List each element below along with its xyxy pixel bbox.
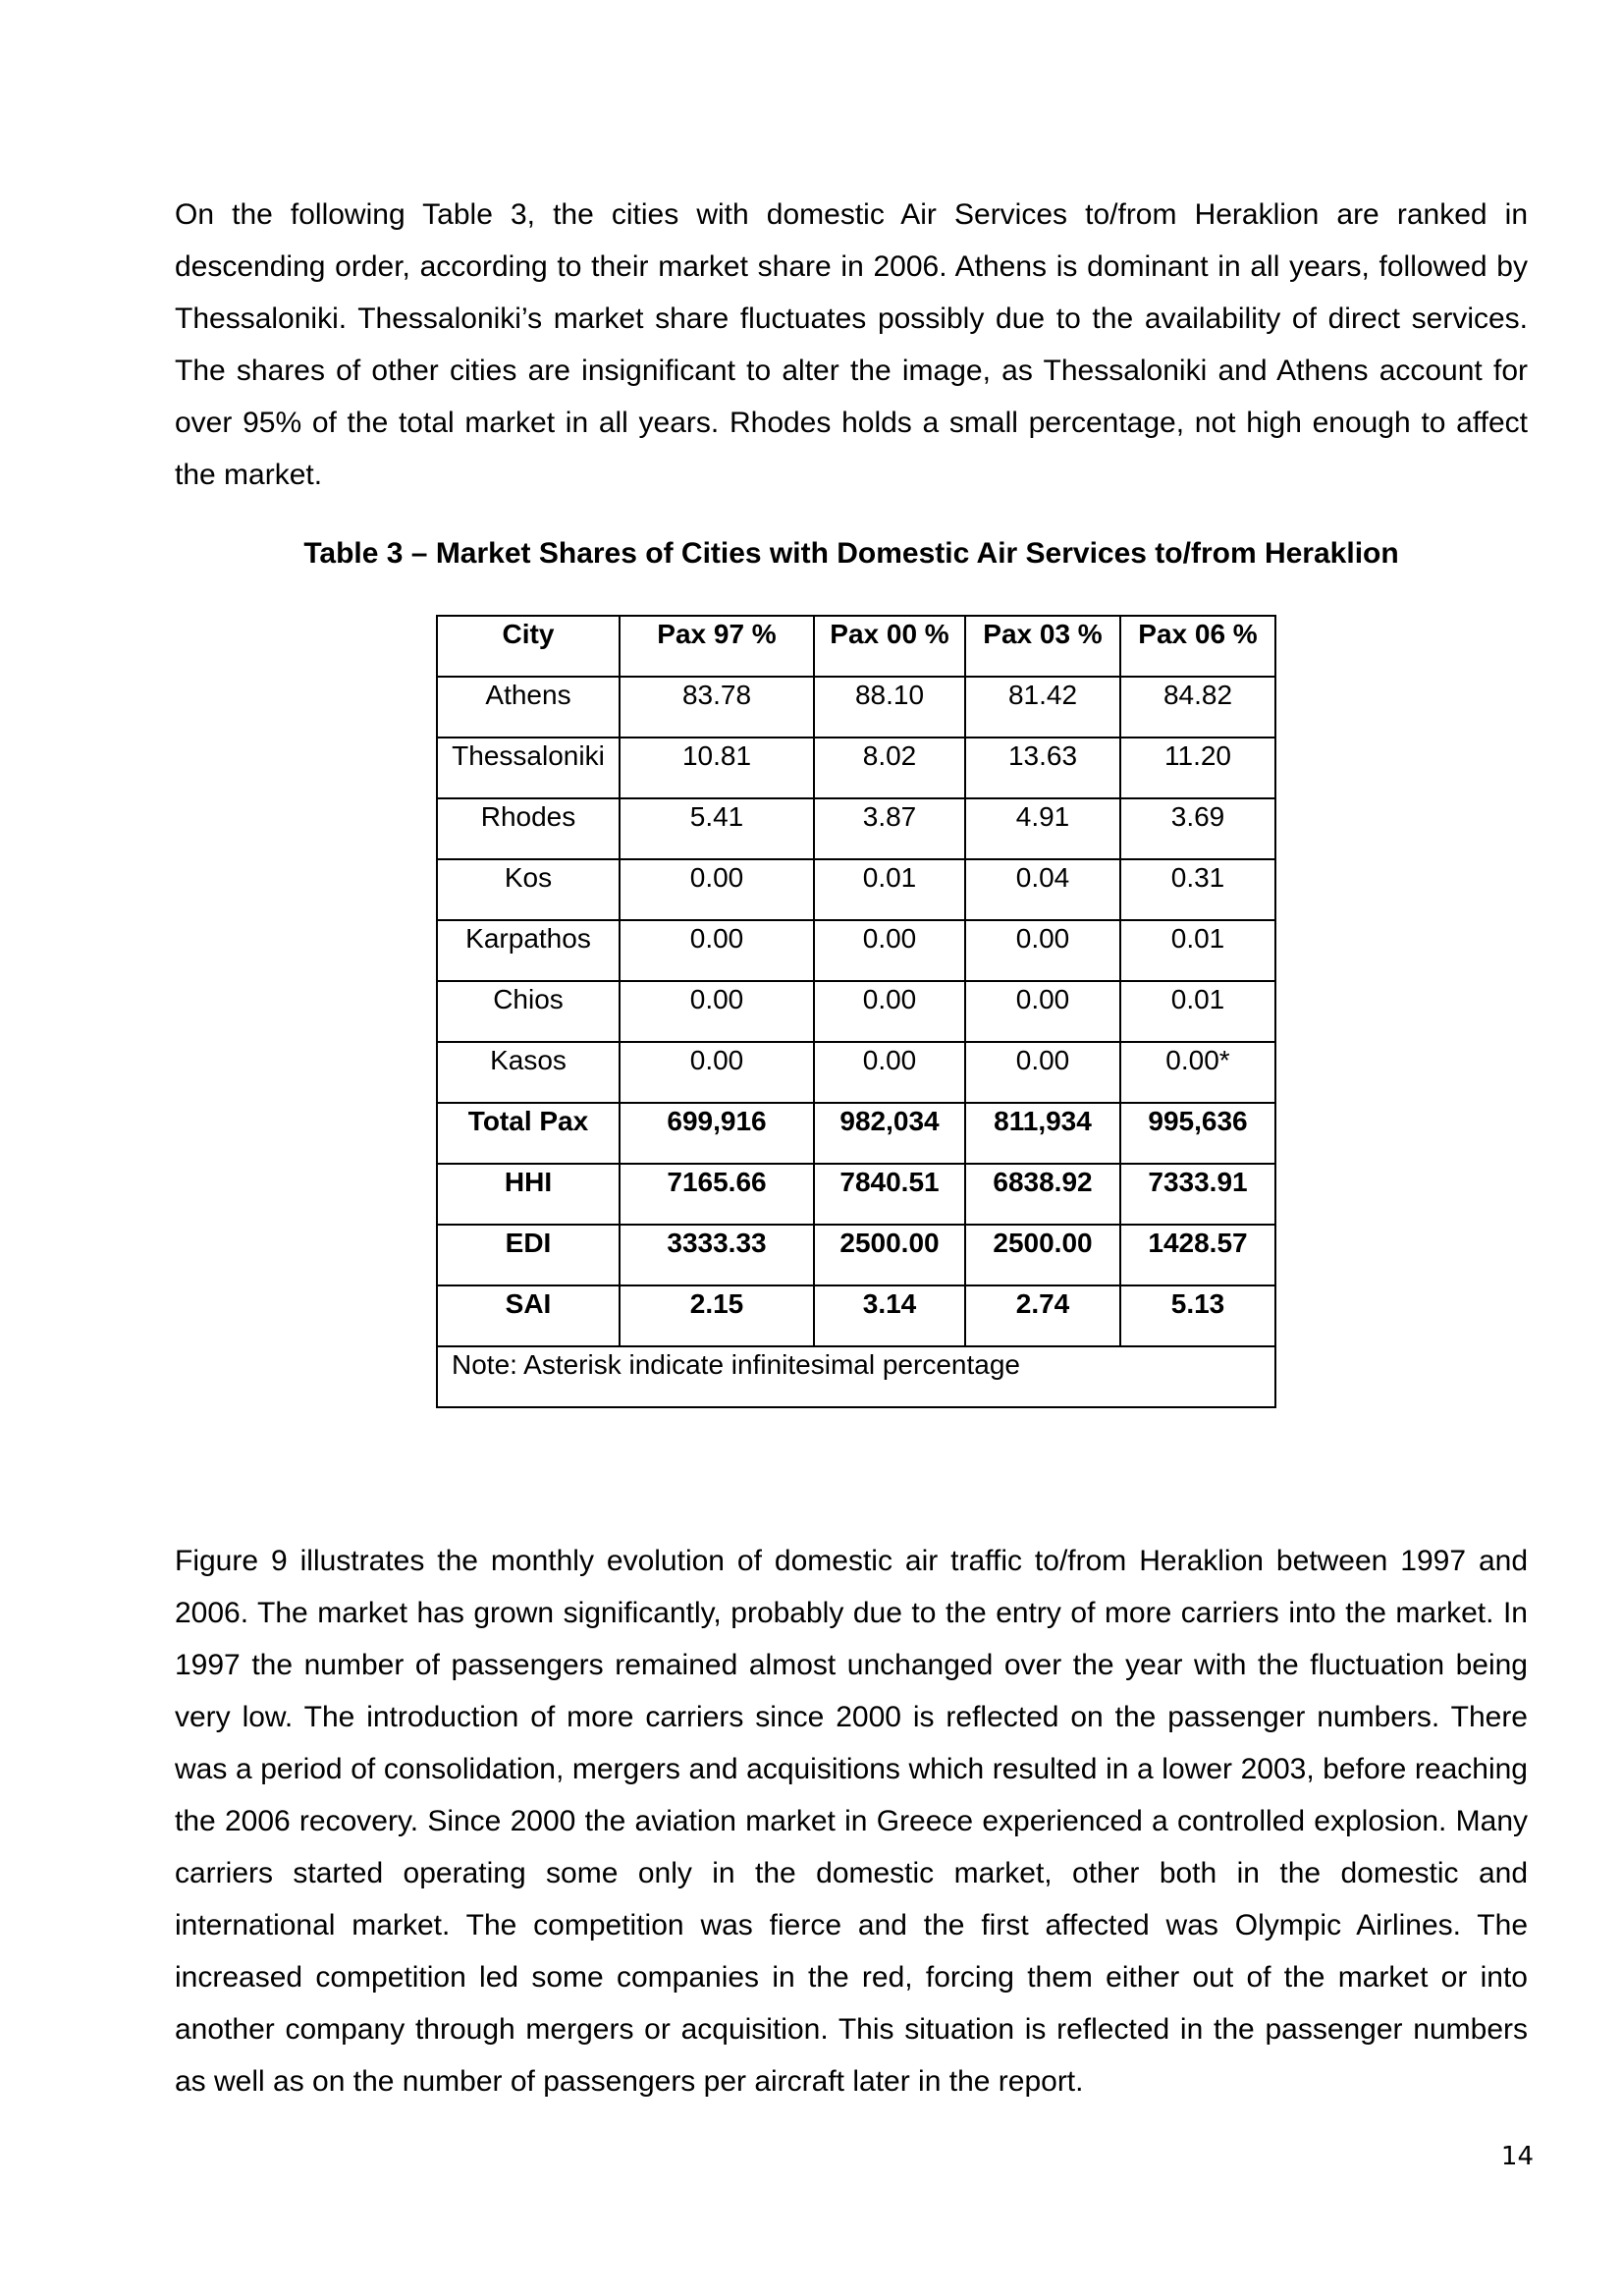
table-row — [437, 677, 1275, 738]
value-cell: 84.82 — [1120, 677, 1275, 738]
value-cell: 81.42 — [965, 677, 1120, 738]
value-cell: 0.01 — [1120, 920, 1275, 981]
value-cell: 8.02 — [814, 738, 965, 798]
summary-row-sai — [437, 1285, 1275, 1346]
value-cell: 0.00 — [620, 920, 814, 981]
city-cell: Kasos — [437, 1042, 620, 1103]
summary-label-cell: EDI — [437, 1225, 620, 1285]
value-cell: 4.91 — [965, 798, 1120, 859]
summary-value-cell: 2.15 — [620, 1285, 814, 1346]
table-caption: Table 3 – Market Shares of Cities with Domestic Air Services to/from Heraklion — [303, 537, 1399, 570]
value-cell: 0.00 — [814, 981, 965, 1042]
summary-value-cell: 5.13 — [1120, 1285, 1275, 1346]
value-cell: 0.00 — [814, 1042, 965, 1103]
value-cell: 5.41 — [620, 798, 814, 859]
value-cell: 0.00* — [1120, 1042, 1275, 1103]
summary-row-total-pax — [437, 1103, 1275, 1164]
value-cell: 0.00 — [965, 920, 1120, 981]
value-cell: 0.01 — [814, 859, 965, 920]
summary-value-cell: 6838.92 — [965, 1164, 1120, 1225]
summary-row-edi — [437, 1225, 1275, 1285]
summary-value-cell: 699,916 — [620, 1103, 814, 1164]
value-cell: 0.00 — [965, 1042, 1120, 1103]
table-row — [437, 1042, 1275, 1103]
value-cell: 0.00 — [620, 1042, 814, 1103]
summary-value-cell: 3.14 — [814, 1285, 965, 1346]
page-number: 14 — [1500, 2142, 1534, 2171]
table-row — [437, 738, 1275, 798]
column-header-pax00: Pax 00 % — [814, 616, 965, 677]
city-cell: Kos — [437, 859, 620, 920]
table-row — [437, 798, 1275, 859]
summary-value-cell: 1428.57 — [1120, 1225, 1275, 1285]
intro-paragraph: On the following Table 3, the cities with domestic Air Services to/from Heraklion are ranked in descending order, according to their market share in 2006. Athens is dominant in all years, followed by Thessaloniki. Thessaloniki’s market share fluctuates possibly due to the availability of direct services. The shares of other cities are insignificant to alter the image, as Thessaloniki and Athens account for over 95% of the total market in all years. Rhodes holds a small percentage, not high enough to affect the market. — [175, 198, 1528, 491]
summary-row-hhi — [437, 1164, 1275, 1225]
summary-value-cell: 811,934 — [965, 1103, 1120, 1164]
column-header-pax97: Pax 97 % — [620, 616, 814, 677]
table-note: Note: Asterisk indicate infinitesimal percentage — [437, 1346, 1275, 1407]
summary-label-cell: SAI — [437, 1285, 620, 1346]
value-cell: 0.00 — [620, 859, 814, 920]
value-cell: 3.87 — [814, 798, 965, 859]
column-header-pax03: Pax 03 % — [965, 616, 1120, 677]
table-row — [437, 859, 1275, 920]
summary-value-cell: 7333.91 — [1120, 1164, 1275, 1225]
column-header-pax06: Pax 06 % — [1120, 616, 1275, 677]
summary-label-cell: HHI — [437, 1164, 620, 1225]
summary-value-cell: 7840.51 — [814, 1164, 965, 1225]
summary-value-cell: 2.74 — [965, 1285, 1120, 1346]
summary-value-cell: 7165.66 — [620, 1164, 814, 1225]
table-note-row — [437, 1346, 1275, 1407]
city-cell: Rhodes — [437, 798, 620, 859]
summary-value-cell: 982,034 — [814, 1103, 965, 1164]
table-header-row — [437, 616, 1275, 677]
city-cell: Chios — [437, 981, 620, 1042]
summary-label-cell: Total Pax — [437, 1103, 620, 1164]
value-cell: 83.78 — [620, 677, 814, 738]
value-cell: 13.63 — [965, 738, 1120, 798]
value-cell: 3.69 — [1120, 798, 1275, 859]
value-cell: 0.31 — [1120, 859, 1275, 920]
market-share-table — [436, 615, 1276, 1408]
city-cell: Athens — [437, 677, 620, 738]
value-cell: 88.10 — [814, 677, 965, 738]
value-cell: 0.01 — [1120, 981, 1275, 1042]
column-header-city: City — [437, 616, 620, 677]
summary-value-cell: 2500.00 — [965, 1225, 1120, 1285]
value-cell: 0.00 — [965, 981, 1120, 1042]
table-row — [437, 920, 1275, 981]
summary-value-cell: 2500.00 — [814, 1225, 965, 1285]
summary-value-cell: 3333.33 — [620, 1225, 814, 1285]
city-cell: Karpathos — [437, 920, 620, 981]
table-row — [437, 981, 1275, 1042]
figure-paragraph: Figure 9 illustrates the monthly evolution of domestic air traffic to/from Heraklion between 1997 and 2006. The market has grown significantly, probably due to the entry of more carriers into the market. In 1997 the number of passengers remained almost unchanged over the year with the fluctuation being very low. The introduction of more carriers since 2000 is reflected on the passenger numbers. There was a period of consolidation, mergers and acquisitions which resulted in a lower 2003, before reaching the 2006 recovery. Since 2000 the aviation market in Greece experienced a controlled explosion. Many carriers started operating some only in the domestic market, other both in the domestic and international market. The competition was fierce and the first affected was Olympic Airlines. The increased competition led some companies in the red, forcing them either out of the market or into another company through mergers or acquisition. This situation is reflected in the passenger numbers as well as on the number of passengers per aircraft later in the report. — [175, 1545, 1528, 2098]
value-cell: 0.00 — [814, 920, 965, 981]
city-cell: Thessaloniki — [437, 738, 620, 798]
value-cell: 0.04 — [965, 859, 1120, 920]
value-cell: 11.20 — [1120, 738, 1275, 798]
value-cell: 10.81 — [620, 738, 814, 798]
value-cell: 0.00 — [620, 981, 814, 1042]
summary-value-cell: 995,636 — [1120, 1103, 1275, 1164]
